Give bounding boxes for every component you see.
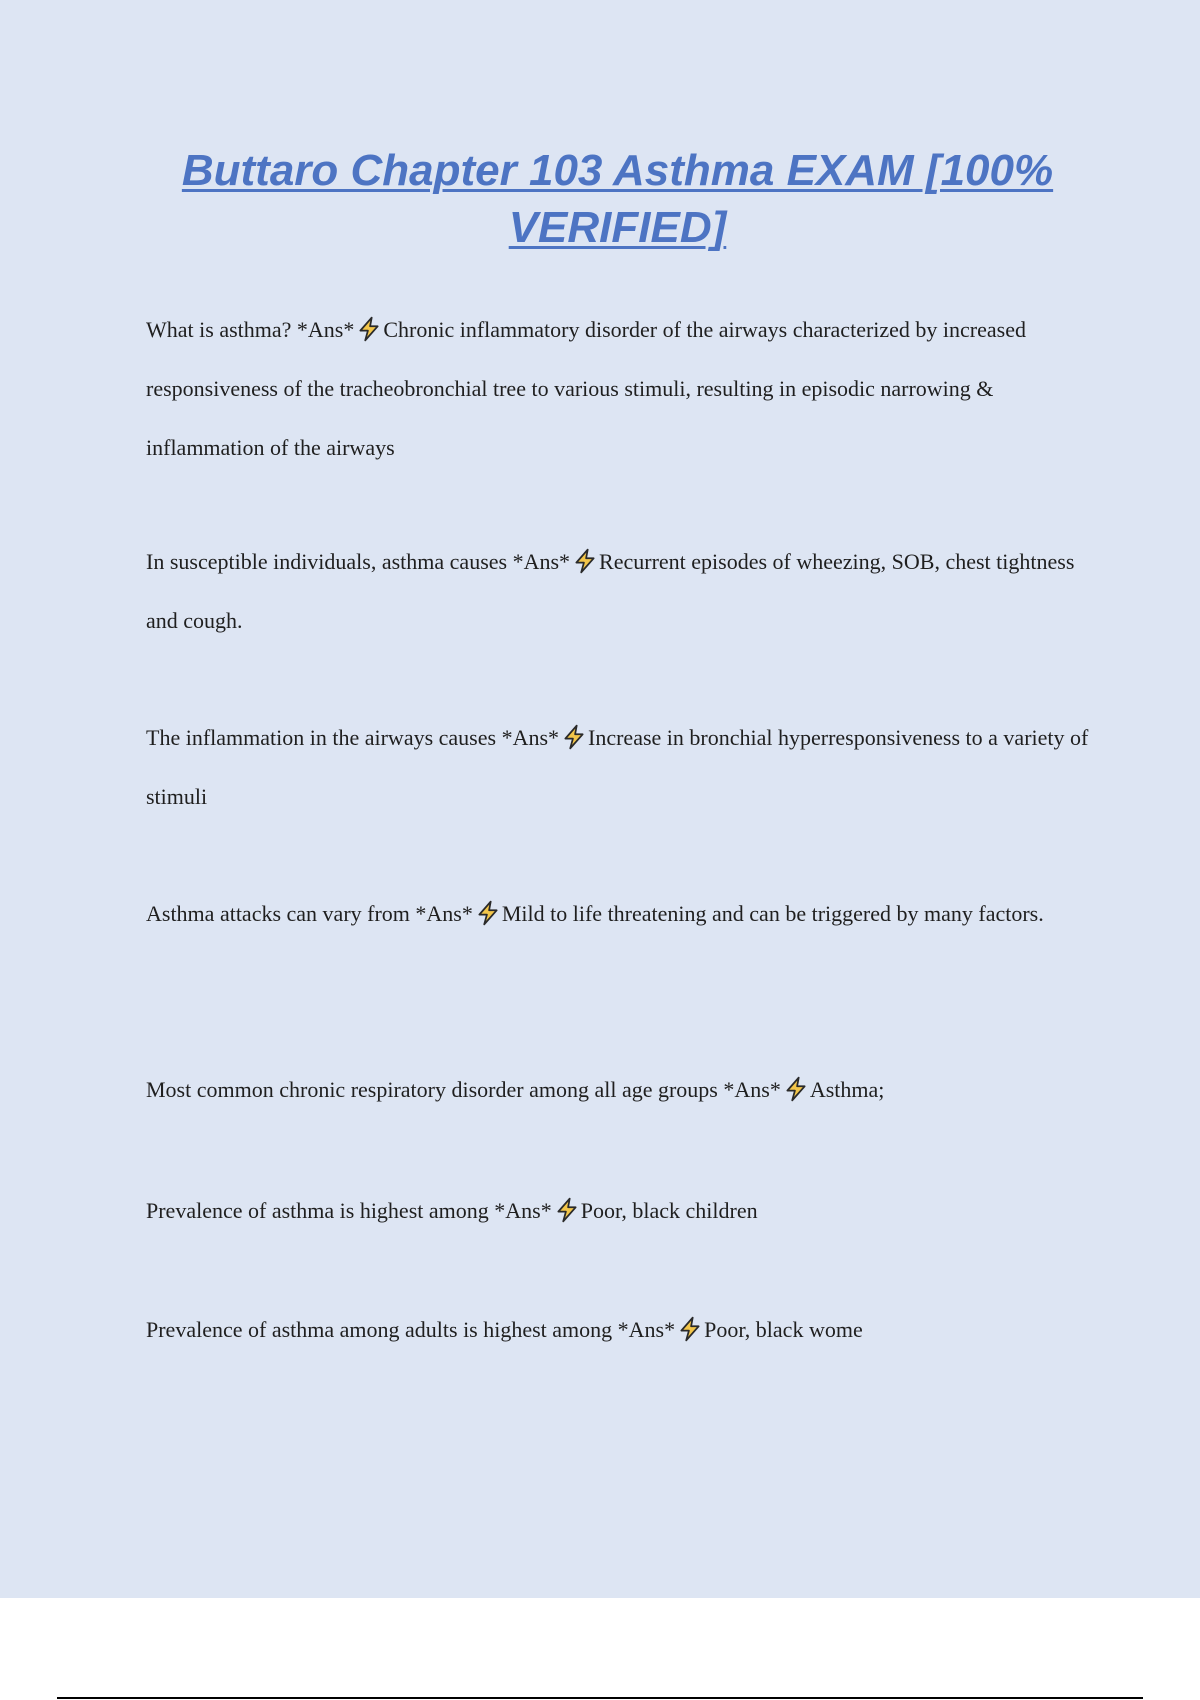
qa-item <box>146 1060 1106 1119</box>
question-text: Prevalence of asthma is highest among <box>146 1198 489 1223</box>
question-text: In susceptible individuals, asthma causes <box>146 549 508 574</box>
answer-marker: *Ans* <box>617 1317 676 1342</box>
qa-item <box>146 708 1106 826</box>
answer-text: Poor, black wome <box>704 1317 863 1342</box>
question-text: The inflammation in the airways causes <box>146 725 497 750</box>
answer-marker: *Ans* <box>415 901 473 926</box>
answer-text: Recurrent episodes of wheezing, SOB, chest tightness and cough. <box>146 549 1075 633</box>
lightning-bolt-icon <box>783 1076 809 1102</box>
question-text: Asthma attacks can vary from <box>146 901 410 926</box>
answer-text: Asthma; <box>809 1077 885 1102</box>
qa-item <box>146 884 1106 943</box>
lightning-bolt-icon <box>572 548 598 574</box>
document-title: Buttaro Chapter 103 Asthma EXAM [100% VERIFIED] <box>181 146 1054 252</box>
question-text: Most common chronic respiratory disorder among all age groups <box>146 1077 718 1102</box>
question-text: Prevalence of asthma among adults is highest among <box>146 1317 613 1342</box>
answer-text: Mild to life threatening and can be triggered by many factors. <box>501 901 1044 926</box>
lightning-bolt-icon <box>561 724 587 750</box>
lightning-bolt-icon <box>554 1197 580 1223</box>
qa-item <box>146 1300 1106 1359</box>
qa-item <box>146 532 1106 650</box>
answer-marker: *Ans* <box>494 1198 552 1223</box>
answer-text: Increase in bronchial hyperresponsiveness to a variety of stimuli <box>146 725 1089 809</box>
answer-marker: *Ans* <box>296 317 355 342</box>
answer-text: Chronic inflammatory disorder of the airways characterized by increased responsiveness of the tracheobronchial tree to various stimuli, resulting in episodic narrowing & inflammation of the airways <box>146 317 1026 460</box>
qa-item <box>146 1181 1106 1240</box>
footer-rule <box>57 1697 1143 1699</box>
answer-marker: *Ans* <box>501 725 560 750</box>
question-text: What is asthma? <box>146 317 292 342</box>
answer-text: Poor, black children <box>580 1198 758 1223</box>
lightning-bolt-icon <box>475 900 501 926</box>
answer-marker: *Ans* <box>723 1077 781 1102</box>
qa-item <box>146 300 1106 477</box>
answer-marker: *Ans* <box>512 549 571 574</box>
lightning-bolt-icon <box>677 1316 703 1342</box>
lightning-bolt-icon <box>356 316 382 342</box>
